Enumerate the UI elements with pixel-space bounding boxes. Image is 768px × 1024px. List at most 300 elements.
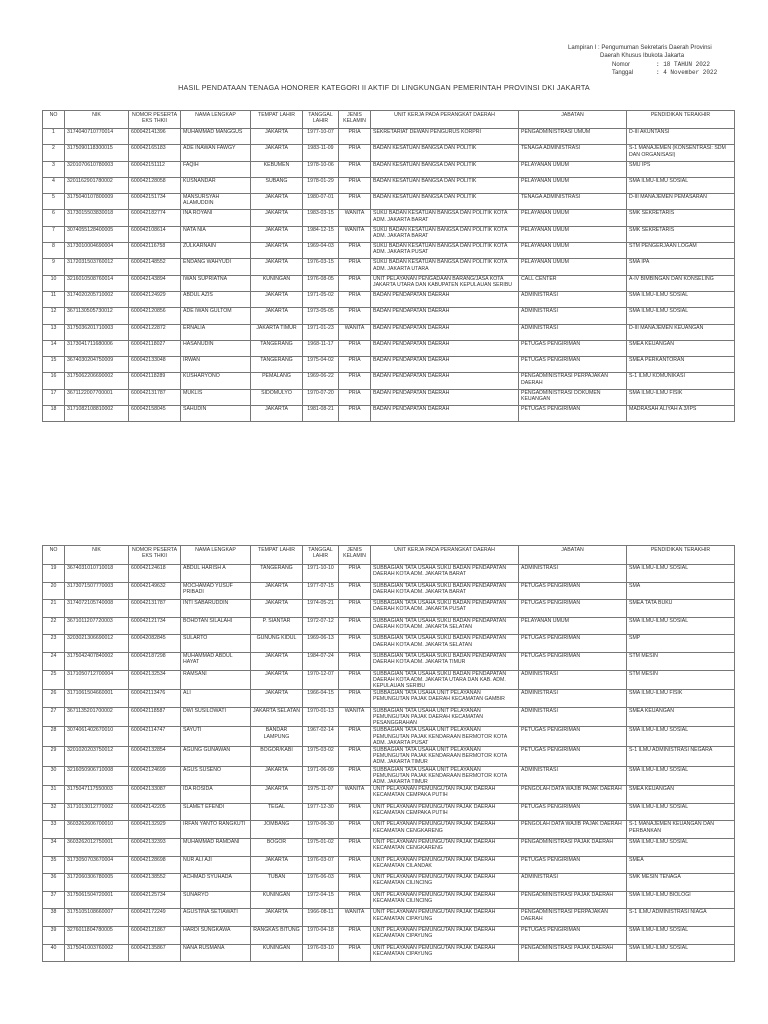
col-pendidikan: STM PENGERJAAN LOGAM — [627, 243, 735, 259]
col-unit-kerja: UNIT PELAYANAN PEMUNGUTAN PAJAK DAERAH KECAMATAN CIPAYUNG — [371, 944, 519, 962]
col-jenis-kelamin: PRIA — [339, 357, 371, 373]
col-nik: 3171013012770002 — [65, 803, 129, 821]
col-nama: NATA NIA — [181, 226, 251, 242]
col-pendidikan: S-1 ILMU ADMINISTRASI NIAGA — [627, 909, 735, 927]
col-tanggal-lahir: 1977-10-07 — [303, 129, 339, 145]
col-jabatan: PETUGAS PENGIRIMAN — [519, 856, 627, 874]
col-tanggal-lahir: 1976-06-03 — [303, 874, 339, 892]
header-nik: NIK — [65, 111, 129, 129]
col-jabatan: PETUGAS PENGIRIMAN — [519, 652, 627, 670]
col-nik: 3201162901780002 — [65, 177, 129, 193]
col-no: 11 — [43, 291, 65, 307]
document-title: HASIL PENDATAAN TENAGA HONORER KATEGORI II AKTIF DI LINGKUNGAN PEMERINTAH PROVINSI DKI JAKARTA — [178, 83, 590, 92]
col-jenis-kelamin: WANITA — [339, 226, 371, 242]
col-unit-kerja: SUBBAGIAN TATA USAHA UNIT PELAYANAN PEMUNGUTAN PAJAK KENDARAAN BERMOTOR KOTA ADM. JAKARTA TIMUR — [371, 746, 519, 766]
col-nik: 3171061504660001 — [65, 690, 129, 708]
col-pendidikan: SMA ILMU-ILMU SOSIAL — [627, 617, 735, 635]
col-jabatan: PETUGAS PENGIRIMAN — [519, 727, 627, 747]
table-row — [43, 129, 735, 145]
col-jenis-kelamin: PRIA — [339, 406, 371, 422]
col-nama: IRWAN — [181, 357, 251, 373]
col-jabatan: PELAYANAN UMUM — [519, 161, 627, 177]
col-pendidikan: SMA ILMU-ILMU SOSIAL — [627, 926, 735, 944]
col-jabatan: PENGADMINISTRASI PAJAK DAERAH — [519, 944, 627, 962]
col-tanggal-lahir: 1983-11-09 — [303, 145, 339, 161]
col-tanggal-lahir: 1967-02-14 — [303, 727, 339, 747]
col-tanggal-lahir: 1978-10-06 — [303, 161, 339, 177]
col-no: 21 — [43, 600, 65, 618]
col-nomor-peserta: 600042151112 — [129, 161, 181, 177]
col-tanggal-lahir: 1976-03-10 — [303, 944, 339, 962]
col-tempat-lahir: JAKARTA — [251, 243, 303, 259]
table-header-row — [43, 111, 735, 129]
col-jenis-kelamin: WANITA — [339, 707, 371, 727]
col-pendidikan: S-1 MANAJEMEN (KONSENTRASI: SDM DAN ORGANISASI) — [627, 145, 735, 161]
col-pendidikan: SMK SEKRETARIS — [627, 226, 735, 242]
col-no: 3 — [43, 161, 65, 177]
col-pendidikan: SMA ILMU-ILMU SOSIAL — [627, 766, 735, 786]
col-nomor-peserta: 600042116758 — [129, 243, 181, 259]
col-nik: 3172060306780005 — [65, 874, 129, 892]
col-pendidikan: SMU IPS — [627, 161, 735, 177]
col-no: 32 — [43, 803, 65, 821]
col-jenis-kelamin: PRIA — [339, 600, 371, 618]
col-jenis-kelamin: PRIA — [339, 690, 371, 708]
col-pendidikan: SMEA PERKANTORAN — [627, 357, 735, 373]
col-nomor-peserta: 600042131787 — [129, 600, 181, 618]
col-unit-kerja: SUKU BADAN KESATUAN BANGSA DAN POLITIK KOTA ADM. JAKARTA PUSAT — [371, 243, 519, 259]
col-no: 8 — [43, 243, 65, 259]
col-nama: DWI SUSILOWATI — [181, 707, 251, 727]
col-tanggal-lahir: 1968-11-17 — [303, 340, 339, 356]
col-nik: 3201070610780003 — [65, 161, 129, 177]
col-jenis-kelamin: PRIA — [339, 565, 371, 583]
col-nik: 3175042407840002 — [65, 652, 129, 670]
honorer-table-1 — [42, 110, 735, 422]
col-tempat-lahir: JAKARTA — [251, 291, 303, 307]
col-nama: ABDUL AZIS — [181, 291, 251, 307]
col-nomor-peserta: 600042141396 — [129, 129, 181, 145]
lampiran-text-2: Daerah Khusus Ibukota Jakarta — [600, 53, 685, 59]
col-tempat-lahir: PEMALANG — [251, 373, 303, 389]
col-tanggal-lahir: 1972-04-15 — [303, 891, 339, 909]
col-unit-kerja: BADAN KESATUAN BANGSA DAN POLITIK — [371, 161, 519, 177]
col-tempat-lahir: KUNINGAN — [251, 944, 303, 962]
col-unit-kerja: UNIT PELAYANAN PENGADAAN BARANG/JASA KOTA JAKARTA UTARA DAN KABUPATEN KEPULAUAN SERIBU — [371, 275, 519, 291]
table-row — [43, 259, 735, 275]
header-nik: NIK — [65, 546, 129, 565]
table-row — [43, 373, 735, 389]
col-jenis-kelamin: PRIA — [339, 582, 371, 600]
honorer-table-2 — [42, 545, 735, 962]
col-unit-kerja: UNIT PELAYANAN PEMUNGUTAN PAJAK DAERAH KECAMATAN CEMPAKA PUTIH — [371, 786, 519, 804]
col-nomor-peserta: 600042165183 — [129, 145, 181, 161]
col-tanggal-lahir: 1983-03-15 — [303, 210, 339, 226]
col-tempat-lahir: JAKARTA — [251, 909, 303, 927]
col-nama: AGUS SUSENO — [181, 766, 251, 786]
header-tanggal-lahir: TANGGAL LAHIR — [303, 111, 339, 129]
col-jenis-kelamin: PRIA — [339, 259, 371, 275]
col-jabatan: PENGADMINISTRASI PAJAK DAERAH — [519, 838, 627, 856]
col-tempat-lahir: BOGOR/KABI — [251, 746, 303, 766]
col-nik: 3175041003760002 — [65, 944, 129, 962]
table-row — [43, 746, 735, 766]
col-nama: FAQIH — [181, 161, 251, 177]
table-row — [43, 670, 735, 690]
col-jenis-kelamin: PRIA — [339, 389, 371, 405]
lampiran-label: Lampiran I : — [568, 45, 600, 51]
col-nik: 3671130505730012 — [65, 308, 129, 324]
tanggal-value: : 4 November 2022 — [656, 69, 718, 76]
col-no: 5 — [43, 194, 65, 210]
col-tanggal-lahir: 1969-06-22 — [303, 373, 339, 389]
col-no: 31 — [43, 786, 65, 804]
col-unit-kerja: SUBBAGIAN TATA USAHA SUKU BADAN PENDAPATAN DAERAH KOTA ADM. JAKARTA UTARA DAN KAB. ADM. KEPULAUAN SERIBU — [371, 670, 519, 690]
col-jenis-kelamin: WANITA — [339, 786, 371, 804]
col-tempat-lahir: JAKARTA — [251, 259, 303, 275]
table-row — [43, 226, 735, 242]
col-no: 16 — [43, 373, 65, 389]
table-row — [43, 727, 735, 747]
col-nik: 3175105108660007 — [65, 909, 129, 927]
table-row — [43, 600, 735, 618]
col-tanggal-lahir: 1975-03-02 — [303, 746, 339, 766]
col-nama: BOHDTAN SILALAHI — [181, 617, 251, 635]
col-tanggal-lahir: 1975-01-02 — [303, 838, 339, 856]
col-pendidikan: D-III AKUNTANSI — [627, 129, 735, 145]
col-nama: MUHAMMAD ABDUL HAYAT — [181, 652, 251, 670]
col-unit-kerja: UNIT PELAYANAN PEMUNGUTAN PAJAK DAERAH KECAMATAN CEMPAKA PUTIH — [371, 803, 519, 821]
col-tanggal-lahir: 1981-08-21 — [303, 406, 339, 422]
col-jabatan: ADMINISTRASI — [519, 766, 627, 786]
col-nik: 3174040710770014 — [65, 129, 129, 145]
col-pendidikan: SMK MESIN TENAGA — [627, 874, 735, 892]
col-tempat-lahir: JAKARTA — [251, 210, 303, 226]
col-nik: 3201020203750012 — [65, 746, 129, 766]
header-nomor-peserta: NOMOR PESERTA EKS THKII — [129, 111, 181, 129]
col-tempat-lahir: SUBANG — [251, 177, 303, 193]
col-no: 26 — [43, 690, 65, 708]
col-pendidikan: SMP — [627, 635, 735, 653]
col-tempat-lahir: TANGERANG — [251, 357, 303, 373]
col-nik: 3671122007700001 — [65, 389, 129, 405]
col-no: 18 — [43, 406, 65, 422]
col-nik: 3674030204750009 — [65, 357, 129, 373]
col-no: 10 — [43, 275, 65, 291]
col-pendidikan: SMA ILMU-ILMU SOSIAL — [627, 838, 735, 856]
col-pendidikan: SMEA — [627, 856, 735, 874]
table-row — [43, 944, 735, 962]
col-nomor-peserta: 600042149632 — [129, 582, 181, 600]
col-no: 13 — [43, 324, 65, 340]
header-nama: NAMA LENGKAP — [181, 111, 251, 129]
col-no: 35 — [43, 856, 65, 874]
col-jenis-kelamin: PRIA — [339, 194, 371, 210]
header-jenis-kelamin: JENIS KELAMIN — [339, 546, 371, 565]
col-tempat-lahir: JOMBANG — [251, 821, 303, 839]
col-pendidikan: MADRASAH ALIYAH A.3/IPS — [627, 406, 735, 422]
header-tempat-lahir: TEMPAT LAHIR — [251, 111, 303, 129]
col-nama: MUKLIS — [181, 389, 251, 405]
col-nomor-peserta: 600042143894 — [129, 275, 181, 291]
col-jenis-kelamin: PRIA — [339, 891, 371, 909]
col-jabatan: PENGOLAH DATA WAJIB PAJAK DAERAH — [519, 786, 627, 804]
col-unit-kerja: SUBBAGIAN TATA USAHA UNIT PELAYANAN PEMUNGUTAN PAJAK DAERAH KECAMATAN GAMBIR — [371, 690, 519, 708]
col-tempat-lahir: GUNUNG KIDUL — [251, 635, 303, 653]
col-tempat-lahir: JAKARTA — [251, 308, 303, 324]
col-tanggal-lahir: 1971-01-23 — [303, 324, 339, 340]
col-tempat-lahir: TUBAN — [251, 874, 303, 892]
col-tempat-lahir: RANGKAS BITUNG — [251, 926, 303, 944]
col-pendidikan: SMA ILMU-ILMU SOSIAL — [627, 308, 735, 324]
table-row — [43, 690, 735, 708]
col-tanggal-lahir: 1975-04-02 — [303, 357, 339, 373]
col-jenis-kelamin: PRIA — [339, 308, 371, 324]
col-nomor-peserta: 600042121734 — [129, 617, 181, 635]
table-row — [43, 652, 735, 670]
col-nomor-peserta: 600042135867 — [129, 944, 181, 962]
col-jenis-kelamin: PRIA — [339, 161, 371, 177]
table-row — [43, 308, 735, 324]
col-nomor-peserta: 600042124699 — [129, 766, 181, 786]
col-unit-kerja: BADAN PENDAPATAN DAERAH — [371, 308, 519, 324]
col-tanggal-lahir: 1980-07-01 — [303, 194, 339, 210]
col-tanggal-lahir: 1970-06-30 — [303, 821, 339, 839]
table-row — [43, 210, 735, 226]
col-unit-kerja: SUKU BADAN KESATUAN BANGSA DAN POLITIK KOTA ADM. JAKARTA UTARA — [371, 259, 519, 275]
col-jabatan: PELAYANAN UMUM — [519, 177, 627, 193]
col-jabatan: PELAYANAN UMUM — [519, 226, 627, 242]
col-jenis-kelamin: PRIA — [339, 635, 371, 653]
header-jenis-kelamin: JENIS KELAMIN — [339, 111, 371, 129]
col-tempat-lahir: JAKARTA — [251, 226, 303, 242]
col-unit-kerja: BADAN PENDAPATAN DAERAH — [371, 357, 519, 373]
col-unit-kerja: SUBBAGIAN TATA USAHA SUKU BADAN PENDAPATAN DAERAH KOTA ADM. JAKARTA SELATAN — [371, 617, 519, 635]
col-pendidikan: S-1 ILMU ADMINISTRASI NEGARA — [627, 746, 735, 766]
table-row — [43, 766, 735, 786]
col-nama: ALI — [181, 690, 251, 708]
col-unit-kerja: BADAN PENDAPATAN DAERAH — [371, 291, 519, 307]
col-nama: AGUNG GUNAWAN — [181, 746, 251, 766]
col-tanggal-lahir: 1976-03-15 — [303, 259, 339, 275]
table-row — [43, 582, 735, 600]
col-no: 17 — [43, 389, 65, 405]
col-nama: SAYUTI — [181, 727, 251, 747]
col-no: 37 — [43, 891, 65, 909]
col-jenis-kelamin: PRIA — [339, 129, 371, 145]
col-tanggal-lahir: 1970-01-13 — [303, 707, 339, 727]
col-nomor-peserta: 600042158045 — [129, 406, 181, 422]
col-pendidikan: A-IV BIMBINGAN DAN KONSELING — [627, 275, 735, 291]
col-tanggal-lahir: 1970-04-18 — [303, 926, 339, 944]
col-unit-kerja: SUKU BADAN KESATUAN BANGSA DAN POLITIK KOTA ADM. JAKARTA BARAT — [371, 226, 519, 242]
header-no: NO — [43, 546, 65, 565]
col-tempat-lahir: JAKARTA — [251, 145, 303, 161]
col-jabatan: PETUGAS PENGIRIMAN — [519, 746, 627, 766]
col-nik: 3603262012750001 — [65, 838, 129, 856]
col-jabatan: PENGADMINISTRASI PERPAJAKAN DAERAH — [519, 373, 627, 389]
col-jenis-kelamin: WANITA — [339, 210, 371, 226]
col-no: 6 — [43, 210, 65, 226]
col-nomor-peserta: 600042133087 — [129, 786, 181, 804]
col-nik: 3175040107800009 — [65, 194, 129, 210]
col-tanggal-lahir: 1976-03-07 — [303, 856, 339, 874]
col-nama: AGUSTINA SETIAWATI — [181, 909, 251, 927]
header-jabatan: JABATAN — [519, 111, 627, 129]
col-jabatan: CALL CENTER — [519, 275, 627, 291]
col-jenis-kelamin: PRIA — [339, 838, 371, 856]
col-pendidikan: SMA ILMU-ILMU SOSIAL — [627, 291, 735, 307]
col-nik: 3674031010710018 — [65, 565, 129, 583]
col-nama: KUSHARYONO — [181, 373, 251, 389]
col-tempat-lahir: JAKARTA SELATAN — [251, 707, 303, 727]
col-no: 9 — [43, 259, 65, 275]
col-nomor-peserta: 600042132929 — [129, 821, 181, 839]
col-unit-kerja: SEKRETARIAT DEWAN PENGURUS KORPRI — [371, 129, 519, 145]
table-row — [43, 838, 735, 856]
col-jabatan: ADMINISTRASI — [519, 707, 627, 727]
col-jabatan: ADMINISTRASI — [519, 690, 627, 708]
col-jenis-kelamin: WANITA — [339, 324, 371, 340]
col-nama: SUNARYO — [181, 891, 251, 909]
header-jabatan: JABATAN — [519, 546, 627, 565]
col-nik: 3175036201710003 — [65, 324, 129, 340]
col-nik: 3276011804780005 — [65, 926, 129, 944]
table-row — [43, 803, 735, 821]
col-jenis-kelamin: PRIA — [339, 340, 371, 356]
col-nama: SLAMET EFENDI — [181, 803, 251, 821]
col-tempat-lahir: JAKARTA — [251, 582, 303, 600]
col-tanggal-lahir: 1969-04-03 — [303, 243, 339, 259]
col-no: 4 — [43, 177, 65, 193]
col-nik: 3074055128400005 — [65, 226, 129, 242]
col-no: 2 — [43, 145, 65, 161]
table-row — [43, 926, 735, 944]
col-jabatan: ADMINISTRASI — [519, 291, 627, 307]
col-nama: HASANUDIN — [181, 340, 251, 356]
col-unit-kerja: SUBBAGIAN TATA USAHA SUKU BADAN PENDAPATAN DAERAH KOTA ADM. JAKARTA PUSAT — [371, 600, 519, 618]
col-jenis-kelamin: PRIA — [339, 670, 371, 690]
table-row — [43, 291, 735, 307]
col-nomor-peserta: 600042124618 — [129, 565, 181, 583]
col-jabatan: ADMINISTRASI — [519, 670, 627, 690]
col-no: 15 — [43, 357, 65, 373]
col-nomor-peserta: 600042128698 — [129, 856, 181, 874]
col-nik: 3175047117550003 — [65, 786, 129, 804]
col-unit-kerja: UNIT PELAYANAN PEMUNGUTAN PAJAK DAERAH KECAMATAN CILANDAK — [371, 856, 519, 874]
table-row — [43, 874, 735, 892]
col-nomor-peserta: 600042138552 — [129, 874, 181, 892]
col-tempat-lahir: JAKARTA — [251, 786, 303, 804]
col-pendidikan: SMA ILMU-ILMU SOSIAL — [627, 944, 735, 962]
col-tanggal-lahir: 1969-06-13 — [303, 635, 339, 653]
col-no: 24 — [43, 652, 65, 670]
col-nik: 3173050703670004 — [65, 856, 129, 874]
col-nama: NUR ALI AJI — [181, 856, 251, 874]
col-pendidikan: STM MESIN — [627, 652, 735, 670]
col-unit-kerja: BADAN KESATUAN BANGSA DAN POLITIK — [371, 177, 519, 193]
col-jenis-kelamin: PRIA — [339, 766, 371, 786]
col-tempat-lahir: JAKARTA — [251, 129, 303, 145]
col-pendidikan: SMA ILMU-ILMU BIOLOGI — [627, 891, 735, 909]
table-header-row — [43, 546, 735, 565]
col-nomor-peserta: 600042131787 — [129, 389, 181, 405]
col-no: 38 — [43, 909, 65, 927]
col-jenis-kelamin: PRIA — [339, 926, 371, 944]
header-tanggal-lahir: TANGGAL LAHIR — [303, 546, 339, 565]
col-jabatan: TENAGA ADMINISTRASI — [519, 194, 627, 210]
col-nomor-peserta: 600042121867 — [129, 926, 181, 944]
col-tempat-lahir: BANDAR LAMPUNG — [251, 727, 303, 747]
col-tanggal-lahir: 1966-08-11 — [303, 909, 339, 927]
col-tempat-lahir: TANGERANG — [251, 340, 303, 356]
col-jenis-kelamin: PRIA — [339, 874, 371, 892]
col-pendidikan: SMK SEKRETARIS — [627, 210, 735, 226]
col-tempat-lahir: KUNINGAN — [251, 891, 303, 909]
col-unit-kerja: BADAN PENDAPATAN DAERAH — [371, 324, 519, 340]
col-pendidikan: SMA IPA — [627, 259, 735, 275]
col-tempat-lahir: KUNINGAN — [251, 275, 303, 291]
col-jenis-kelamin: PRIA — [339, 145, 371, 161]
col-jenis-kelamin: PRIA — [339, 856, 371, 874]
col-no: 40 — [43, 944, 65, 962]
col-jabatan: PETUGAS PENGIRIMAN — [519, 582, 627, 600]
col-nomor-peserta: 600042114747 — [129, 727, 181, 747]
col-tanggal-lahir: 1971-10-10 — [303, 565, 339, 583]
col-tempat-lahir: JAKARTA TIMUR — [251, 324, 303, 340]
col-nik: 3173010004690004 — [65, 243, 129, 259]
col-jenis-kelamin: PRIA — [339, 746, 371, 766]
table-row — [43, 635, 735, 653]
col-pendidikan: D-III MANAJEMEN PEMASARAN — [627, 194, 735, 210]
col-pendidikan: SMA ILMU-ILMU SOSIAL — [627, 177, 735, 193]
col-unit-kerja: UNIT PELAYANAN PEMUNGUTAN PAJAK DAERAH KECAMATAN CENGKARENG — [371, 838, 519, 856]
col-tanggal-lahir: 1970-07-20 — [303, 389, 339, 405]
table-row — [43, 145, 735, 161]
col-nik: 3175062206690002 — [65, 373, 129, 389]
header-nama: NAMA LENGKAP — [181, 546, 251, 565]
col-no: 39 — [43, 926, 65, 944]
col-jenis-kelamin: PRIA — [339, 243, 371, 259]
col-jenis-kelamin: PRIA — [339, 821, 371, 839]
col-jenis-kelamin: PRIA — [339, 944, 371, 962]
col-no: 22 — [43, 617, 65, 635]
col-tanggal-lahir: 1984-12-15 — [303, 226, 339, 242]
col-nomor-peserta: 600042172249 — [129, 909, 181, 927]
col-jabatan: PELAYANAN UMUM — [519, 243, 627, 259]
col-unit-kerja: SUBBAGIAN TATA USAHA SUKU BADAN PENDAPATAN DAERAH KOTA ADM. JAKARTA BARAT — [371, 582, 519, 600]
table-row — [43, 194, 735, 210]
col-nomor-peserta: 600042113476 — [129, 690, 181, 708]
col-nik: 3173071507770003 — [65, 582, 129, 600]
header-no: NO — [43, 111, 65, 129]
col-pendidikan: SMEA KEUANGAN — [627, 340, 735, 356]
table-row — [43, 821, 735, 839]
col-unit-kerja: UNIT PELAYANAN PEMUNGUTAN PAJAK DAERAH KECAMATAN CIPAYUNG — [371, 926, 519, 944]
col-tanggal-lahir: 1966-04-15 — [303, 690, 339, 708]
col-nik: 3175090118300015 — [65, 145, 129, 161]
col-no: 1 — [43, 129, 65, 145]
col-no: 33 — [43, 821, 65, 839]
col-unit-kerja: SUKU BADAN KESATUAN BANGSA DAN POLITIK KOTA ADM. JAKARTA BARAT — [371, 210, 519, 226]
col-nama: HARDI SUNGKAWA — [181, 926, 251, 944]
col-nomor-peserta: 600042124929 — [129, 291, 181, 307]
col-nomor-peserta: 600042120856 — [129, 308, 181, 324]
col-no: 29 — [43, 746, 65, 766]
col-nomor-peserta: 600042148552 — [129, 259, 181, 275]
col-jabatan: PENGOLAH DATA WAJIB PAJAK DAERAH — [519, 821, 627, 839]
col-jenis-kelamin: WANITA — [339, 909, 371, 927]
